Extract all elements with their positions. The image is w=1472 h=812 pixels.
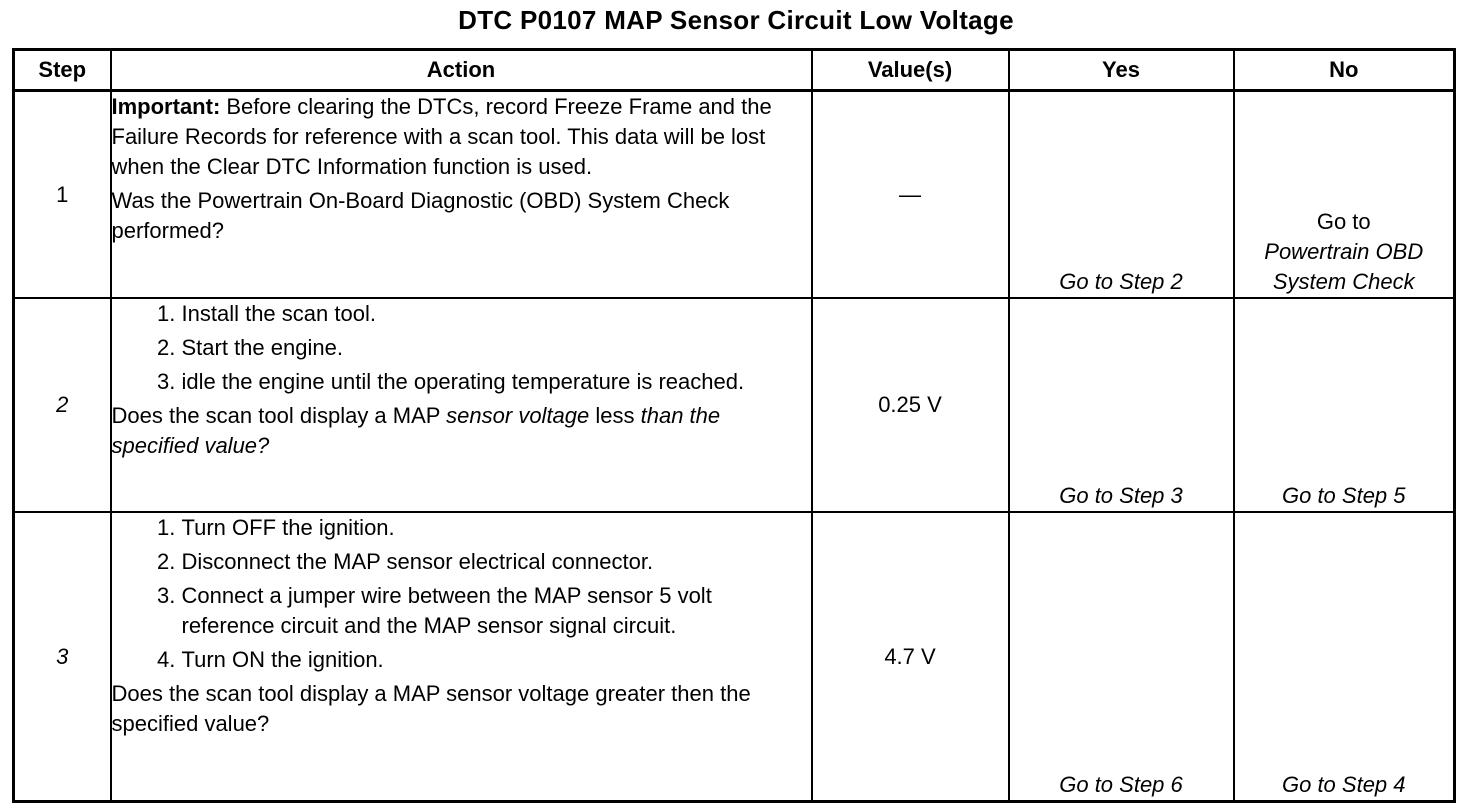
yes-link[interactable]: Go to Step 3 xyxy=(1059,483,1183,508)
list-item: 3. idle the engine until the operating temperature is reached. xyxy=(182,367,811,397)
document-title: DTC P0107 MAP Sensor Circuit Low Voltage xyxy=(458,5,1014,35)
column-header-yes: Yes xyxy=(1009,50,1234,91)
step-number: 1 xyxy=(14,91,111,299)
list-item: 1. Install the scan tool. xyxy=(182,299,811,329)
question-part: than the specified value? xyxy=(111,403,721,458)
no-cell xyxy=(1234,512,1455,802)
yes-link[interactable]: Go to Step 2 xyxy=(1059,269,1183,294)
important-note xyxy=(112,92,811,182)
value-text: 4.7 V xyxy=(884,643,936,669)
step-question: Was the Powertrain On-Board Diagnostic (OBD) System Check performed? xyxy=(111,188,730,243)
no-link[interactable]: Go to Step 5 xyxy=(1281,483,1406,508)
value-cell xyxy=(812,298,1009,512)
action-cell xyxy=(111,512,812,802)
important-label: Important: xyxy=(111,94,221,119)
diagnostic-table xyxy=(12,48,1456,803)
no-prefix: Go to xyxy=(1316,209,1371,234)
table-row xyxy=(14,91,1455,299)
yes-cell xyxy=(1009,512,1234,802)
yes-cell xyxy=(1009,91,1234,299)
action-cell xyxy=(111,298,812,512)
list-item: 2. Disconnect the MAP sensor electrical connector. xyxy=(182,547,811,577)
step-question: Does the scan tool display a MAP sensor voltage greater then the specified value? xyxy=(111,681,751,736)
column-header-no: No xyxy=(1234,50,1455,91)
step-number: 3 xyxy=(14,512,111,802)
question-part: sensor voltage xyxy=(446,403,590,428)
instruction-list xyxy=(112,299,811,397)
table-row xyxy=(14,512,1455,802)
value-text: — xyxy=(899,181,921,207)
yes-cell xyxy=(1009,298,1234,512)
no-link[interactable]: Powertrain OBD System Check xyxy=(1264,239,1424,294)
value-text: 0.25 V xyxy=(878,392,942,417)
no-cell xyxy=(1234,91,1455,299)
table-row xyxy=(14,298,1455,512)
list-item: 1. Turn OFF the ignition. xyxy=(182,513,811,543)
value-cell xyxy=(812,91,1009,299)
no-cell xyxy=(1234,298,1455,512)
list-item: 2. Start the engine. xyxy=(182,333,811,363)
list-item: 4. Turn ON the ignition. xyxy=(182,645,811,675)
question-part: less xyxy=(589,403,641,428)
question-part: Does the scan tool display a MAP xyxy=(111,403,447,428)
column-header-action: Action xyxy=(111,50,812,91)
column-header-step: Step xyxy=(14,50,111,91)
step-number: 2 xyxy=(14,298,111,512)
action-cell xyxy=(111,91,812,299)
instruction-list xyxy=(112,513,811,675)
yes-link[interactable]: Go to Step 6 xyxy=(1059,772,1183,797)
step-question xyxy=(112,401,811,461)
column-header-value: Value(s) xyxy=(812,50,1009,91)
no-link[interactable]: Go to Step 4 xyxy=(1281,772,1406,797)
list-item: 3. Connect a jumper wire between the MAP sensor 5 volt reference circuit and the MAP sensor signal circuit. xyxy=(182,581,811,641)
header-row xyxy=(14,50,1455,91)
important-text: Before clearing the DTCs, record Freeze Frame and the Failure Records for reference with a scan tool. This data will be lost when the Clear DTC Information function is used. xyxy=(111,94,772,179)
value-cell xyxy=(812,512,1009,802)
